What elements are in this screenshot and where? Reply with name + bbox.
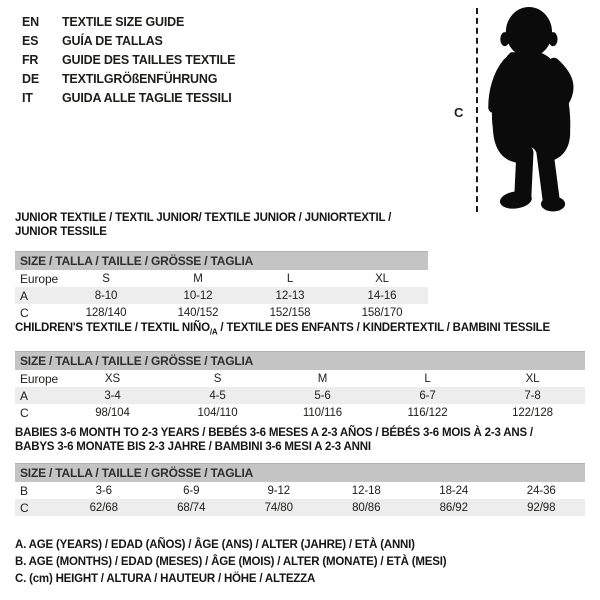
table-row-europe — [15, 270, 428, 287]
junior-table-title: JUNIOR TEXTILE / TEXTIL JUNIOR/ TEXTILE JUNIOR / JUNIORTEXTIL / JUNIOR TESSILE — [15, 212, 392, 238]
language-row-fr — [22, 50, 235, 69]
size-cell: L — [424, 372, 431, 385]
height-cell: 128/140 — [85, 306, 127, 319]
title-rest: / TEXTILE DES ENFANTS / KINDERTEXTIL / BAMBINI TESSILE — [217, 322, 550, 334]
height-measure-label: C — [454, 105, 464, 120]
size-header-bar: SIZE / TALLA / TAILLE / GRÖSSE / TAGLIA — [15, 351, 585, 370]
age-cell: 14-16 — [367, 289, 397, 302]
language-code: IT — [22, 90, 33, 105]
language-code: EN — [22, 14, 39, 29]
babies-table-section — [15, 426, 585, 516]
language-code: DE — [22, 71, 39, 86]
language-code: ES — [22, 33, 39, 48]
size-cell: L — [286, 272, 294, 285]
height-cell: 92/98 — [527, 501, 556, 514]
junior-size-table — [15, 251, 428, 321]
language-row-es — [22, 31, 235, 50]
babies-table-title-line1: BABIES 3-6 MONTH TO 2-3 YEARS / BEBÉS 3-6 MESES A 2-3 AÑOS / BÉBÉS 3-6 MOIS À 2-3 ANS / — [15, 427, 533, 439]
height-cell: 80/86 — [352, 501, 381, 514]
language-list — [22, 12, 235, 107]
row-label: B — [20, 483, 28, 498]
age-cell: 3-6 — [95, 484, 112, 497]
row-label: Europe — [20, 271, 59, 286]
size-cell: M — [317, 372, 328, 385]
language-label: GUIDA ALLE TAGLIE TESSILI — [62, 90, 232, 105]
height-cell: 104/110 — [197, 406, 238, 419]
size-header-bar: SIZE / TALLA / TAILLE / GRÖSSE / TAGLIA — [15, 251, 428, 270]
table-row-age — [15, 387, 585, 404]
size-cell: S — [213, 372, 222, 385]
legend-height-cm: C. (cm) HEIGHT / ALTURA / HAUTEUR / HÖHE / ALTEZZA — [15, 573, 316, 585]
language-row-de — [22, 69, 235, 88]
age-cell: 10-12 — [183, 289, 213, 302]
age-cell: 24-36 — [526, 484, 556, 497]
height-cell: 86/92 — [439, 501, 468, 514]
table-row-height — [15, 499, 585, 516]
language-row-it — [22, 88, 235, 107]
language-label: GUÍA DE TALLAS — [62, 33, 163, 48]
row-label: C — [20, 305, 29, 320]
size-cell: XL — [525, 372, 540, 385]
age-cell: 12-18 — [351, 484, 381, 497]
age-cell: 9-12 — [267, 484, 291, 497]
height-cell: 98/104 — [95, 406, 130, 419]
height-cell: 116/122 — [407, 406, 448, 419]
size-header-bar: SIZE / TALLA / TAILLE / GRÖSSE / TAGLIA — [15, 463, 585, 482]
row-label: C — [20, 405, 29, 420]
row-label: A — [20, 388, 28, 403]
table-row-height — [15, 304, 428, 321]
height-cell: 74/80 — [264, 501, 293, 514]
age-cell: 4-5 — [209, 389, 226, 402]
age-cell: 6-9 — [183, 484, 200, 497]
height-cell: 140/152 — [177, 306, 219, 319]
children-table-title — [15, 321, 585, 339]
age-cell: 12-13 — [275, 289, 305, 302]
height-cell: 62/68 — [89, 501, 118, 514]
children-size-table — [15, 351, 585, 421]
legend-age-months: B. AGE (MONTHS) / EDAD (MESES) / ÂGE (MOIS) / ALTER (MONATE) / ETÀ (MESI) — [15, 556, 447, 568]
language-code: FR — [22, 52, 39, 67]
height-cell: 158/170 — [361, 306, 403, 319]
legend-age-years: A. AGE (YEARS) / EDAD (AÑOS) / ÂGE (ANS) / ALTER (JAHRE) / ETÀ (ANNI) — [15, 539, 415, 551]
children-table-section — [15, 321, 585, 421]
height-cell: 68/74 — [177, 501, 206, 514]
size-cell: M — [193, 272, 203, 285]
height-cell: 152/158 — [269, 306, 311, 319]
age-cell: 8-10 — [94, 289, 118, 302]
height-cell: 122/128 — [512, 406, 553, 419]
babies-table-title-line2: BABYS 3-6 MONATE BIS 2-3 JAHRE / BAMBINI 3-6 MESI A 2-3 ANNI — [15, 441, 371, 453]
baby-silhouette-image — [482, 2, 600, 215]
language-label: TEXTILGRÖßENFÜHRUNG — [62, 71, 218, 86]
size-cell: XL — [375, 272, 389, 285]
table-row-age-months — [15, 482, 585, 499]
age-cell: 6-7 — [419, 389, 436, 402]
height-cell: 110/116 — [302, 406, 343, 419]
language-label: TEXTILE SIZE GUIDE — [62, 14, 185, 29]
babies-size-table — [15, 463, 585, 516]
language-label: GUIDE DES TAILLES TEXTILE — [62, 52, 236, 67]
size-cell: XS — [104, 372, 121, 385]
table-row-europe — [15, 370, 585, 387]
junior-table-section — [15, 211, 428, 321]
table-row-height — [15, 404, 585, 421]
age-cell: 3-4 — [104, 389, 121, 402]
title-subscript: /A — [209, 327, 218, 337]
table-row-age — [15, 287, 428, 304]
row-label: C — [20, 500, 29, 515]
size-cell: S — [102, 272, 110, 285]
title-main: CHILDREN'S TEXTILE / TEXTIL NIÑO — [15, 322, 210, 334]
measurement-figure — [440, 0, 600, 215]
height-dashed-line — [476, 8, 478, 212]
age-cell: 18-24 — [439, 484, 469, 497]
language-row-en — [22, 12, 235, 31]
measurement-legend — [15, 537, 446, 588]
age-cell: 5-6 — [314, 389, 331, 402]
row-label: Europe — [20, 371, 59, 386]
age-cell: 7-8 — [524, 389, 541, 402]
row-label: A — [20, 288, 28, 303]
